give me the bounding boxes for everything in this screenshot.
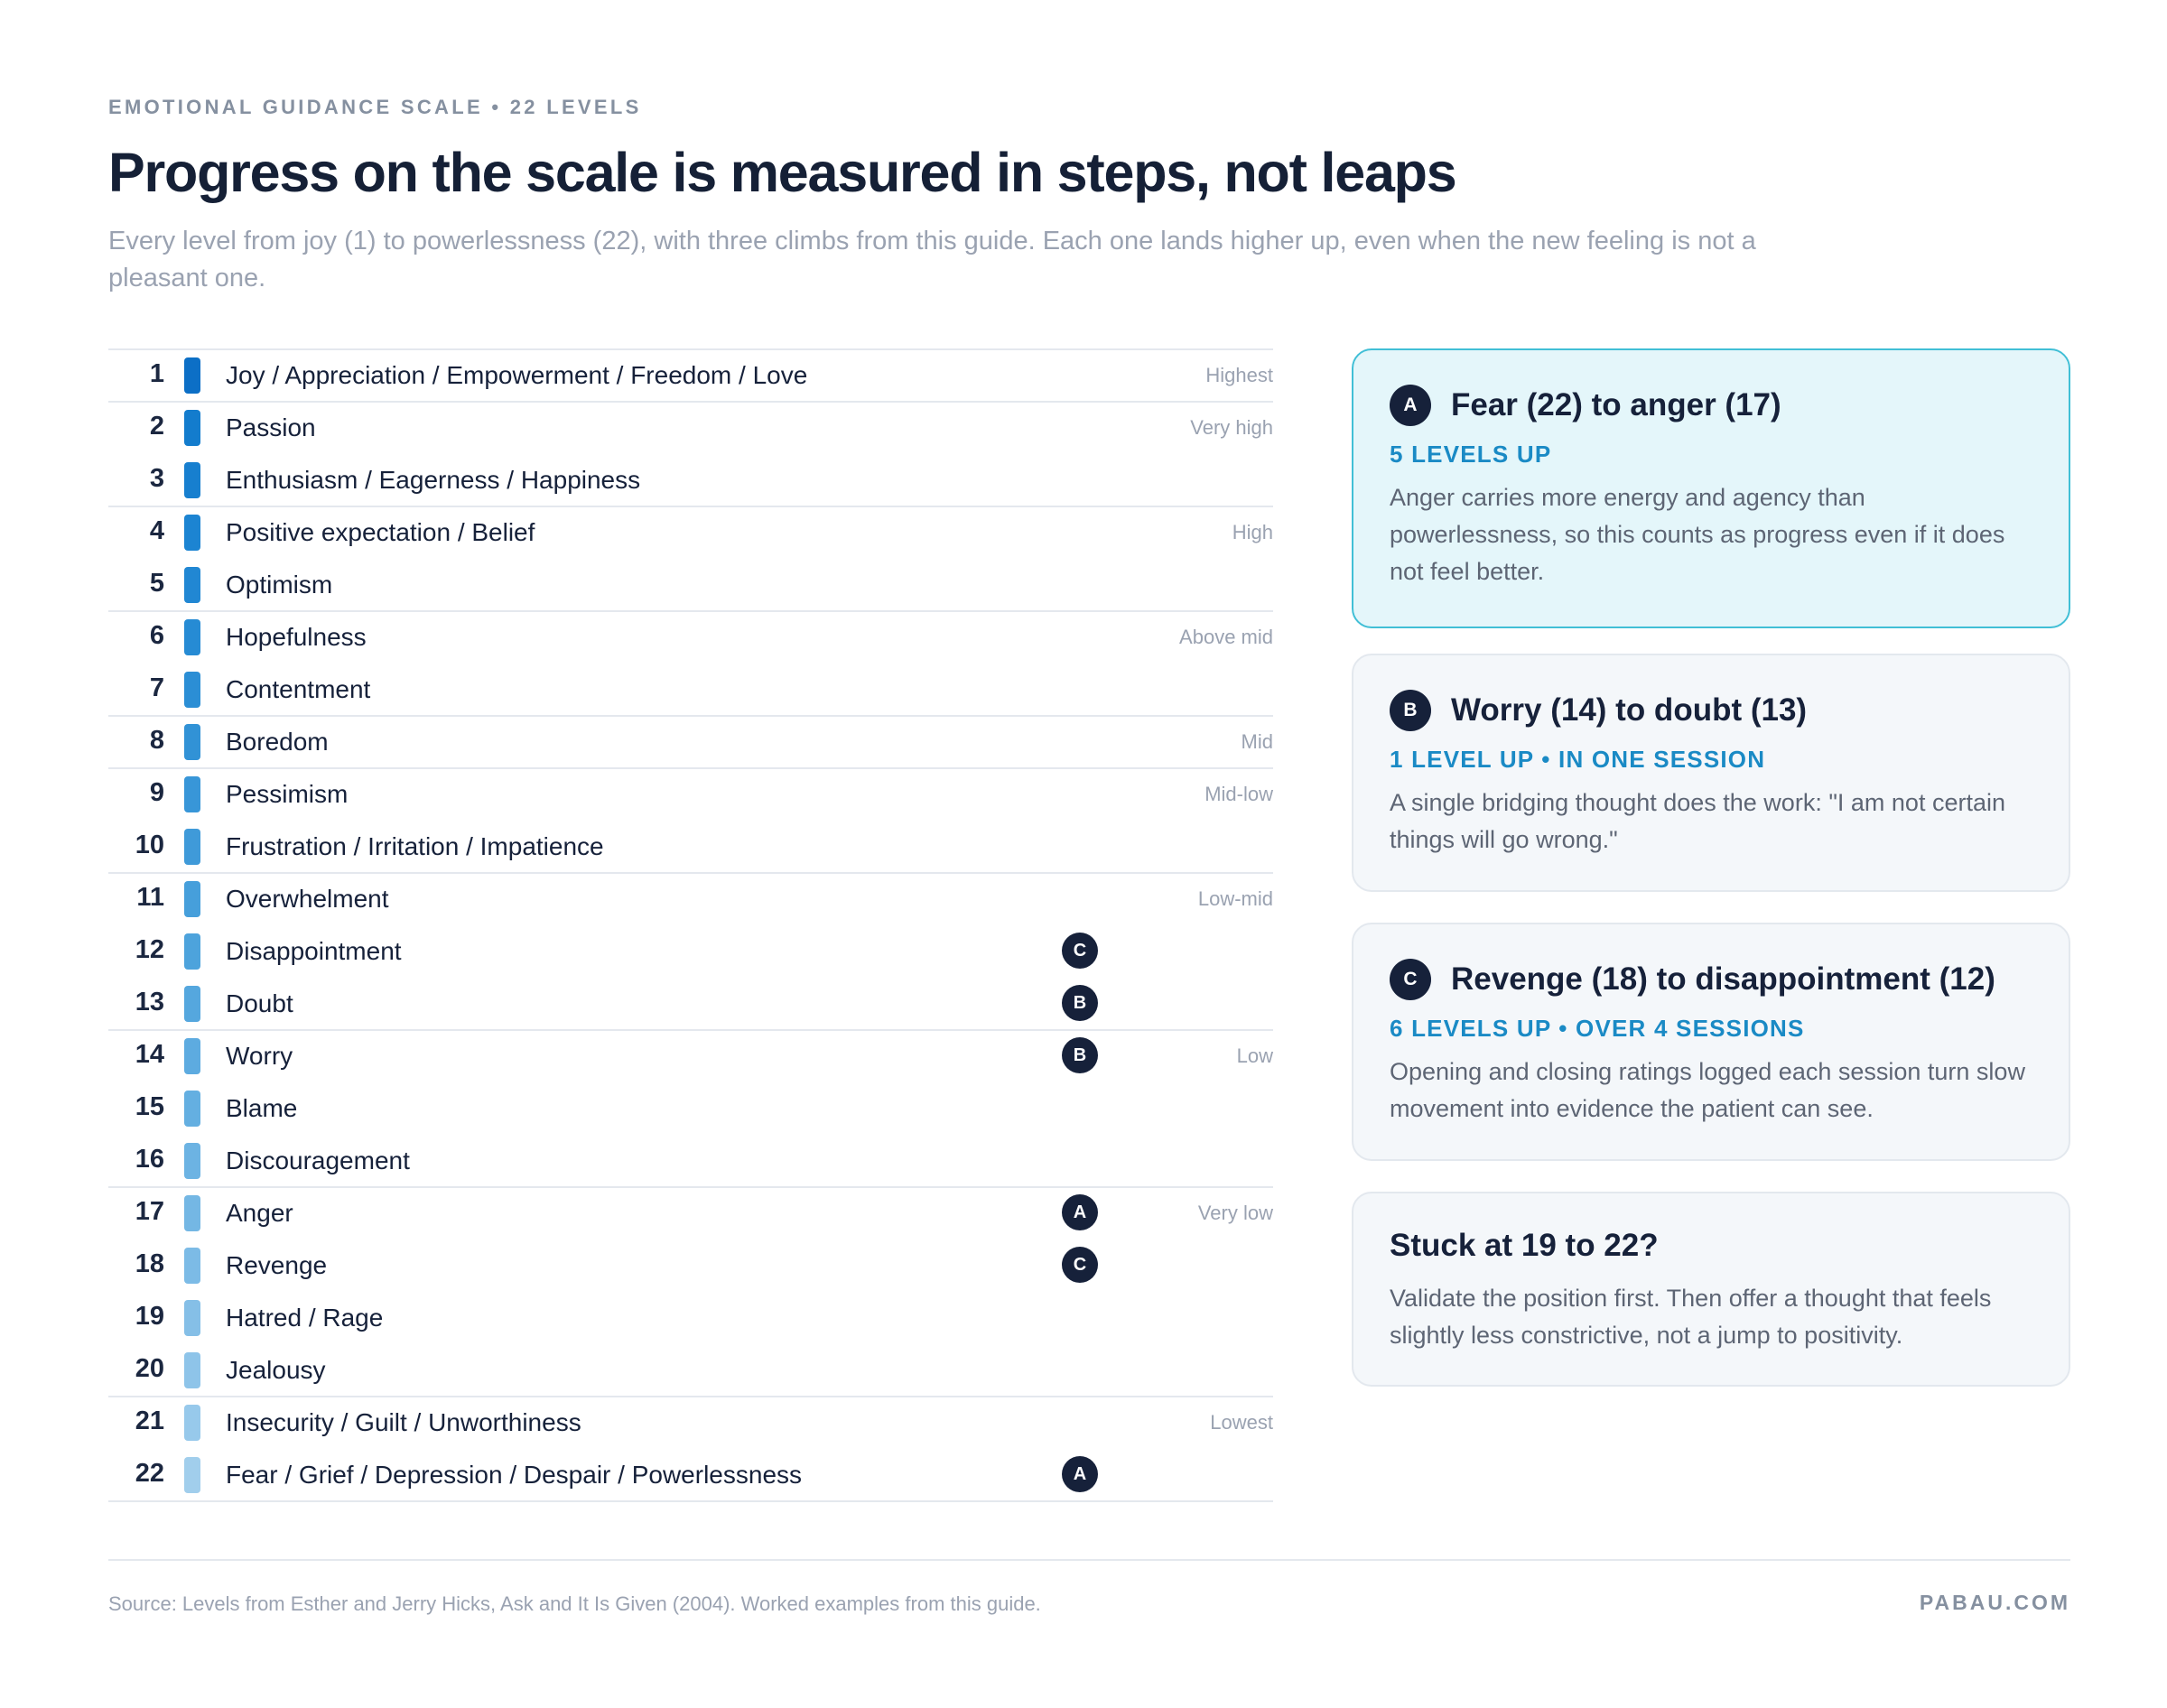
card-body: Opening and closing ratings logged each session turn slow movement into evidence the patient can see. — [1390, 1058, 2025, 1122]
scale-row — [108, 1134, 1273, 1186]
emotion-label: Jealousy — [226, 1356, 326, 1384]
brand-logo-text: PABAU.COM — [1919, 1591, 2070, 1614]
eyebrow: EMOTIONAL GUIDANCE SCALE • 22 LEVELS — [108, 96, 642, 118]
scale-row — [108, 348, 1273, 401]
stuck-note-card — [1352, 1192, 2070, 1387]
level-swatch — [184, 933, 200, 970]
emotion-label: Worry — [226, 1042, 293, 1070]
level-swatch — [184, 462, 200, 498]
level-swatch — [184, 1143, 200, 1179]
level-swatch — [184, 829, 200, 865]
emotion-label: Joy / Appreciation / Empowerment / Freedom / Love — [226, 361, 808, 389]
emotion-label: Fear / Grief / Depression / Despair / Powerlessness — [226, 1461, 803, 1489]
level-number: 13 — [135, 988, 164, 1016]
level-number: 3 — [149, 464, 164, 493]
footer-divider — [108, 1559, 2070, 1561]
emotion-label: Positive expectation / Belief — [226, 518, 535, 546]
level-number: 22 — [135, 1459, 164, 1488]
level-number: 10 — [135, 831, 164, 859]
level-number: 5 — [149, 569, 164, 598]
level-swatch — [184, 1352, 200, 1388]
level-swatch — [184, 881, 200, 917]
emotion-label: Discouragement — [226, 1146, 410, 1174]
climb-card-b — [1352, 654, 2070, 892]
scale-bottom-divider — [108, 1500, 1273, 1502]
band-label: Above mid — [1179, 626, 1273, 648]
emotion-label: Hopefulness — [226, 623, 367, 651]
badge-c: C — [1390, 959, 1431, 1000]
card-title: Revenge (18) to disappointment (12) — [1451, 961, 1995, 997]
emotion-label: Blame — [226, 1094, 298, 1122]
card-body: A single bridging thought does the work: "I am not certain things will go wrong." — [1390, 789, 2005, 853]
climb-card-a — [1352, 348, 2070, 628]
card-body: Anger carries more energy and agency than powerlessness, so this counts as progress even if it does not feel better. — [1390, 484, 2005, 585]
level-number: 14 — [135, 1040, 164, 1069]
level-number: 8 — [149, 726, 164, 755]
level-swatch — [184, 986, 200, 1022]
level-swatch — [184, 1248, 200, 1284]
emotion-label: Enthusiasm / Eagerness / Happiness — [226, 466, 641, 494]
source-note: Source: Levels from Esther and Jerry Hicks, Ask and It Is Given (2004). Worked examples from this guide. — [108, 1592, 1041, 1615]
scale-row — [108, 1239, 1273, 1291]
scale-row — [108, 924, 1273, 977]
emotion-label: Doubt — [226, 989, 293, 1017]
scale-row — [108, 1186, 1273, 1239]
emotion-label: Insecurity / Guilt / Unworthiness — [226, 1408, 581, 1436]
emotion-label: Boredom — [226, 728, 329, 756]
band-label: Very low — [1197, 1202, 1273, 1224]
level-swatch — [184, 1195, 200, 1231]
level-number: 16 — [135, 1145, 164, 1174]
scale-row — [108, 610, 1273, 663]
level-swatch — [184, 567, 200, 603]
emotion-label: Contentment — [226, 675, 371, 703]
emotion-label: Passion — [226, 413, 316, 441]
level-number: 2 — [149, 412, 164, 441]
scale-row — [108, 767, 1273, 820]
level-number: 18 — [135, 1249, 164, 1278]
badge-a: A — [1390, 385, 1431, 426]
level-swatch — [184, 1405, 200, 1441]
scale-row — [108, 1448, 1273, 1500]
climb-marker-b: B — [1062, 1037, 1098, 1073]
climb-marker-c: C — [1062, 1247, 1098, 1283]
emotion-label: Hatred / Rage — [226, 1304, 384, 1332]
band-label: High — [1232, 521, 1273, 543]
scale-row — [108, 1029, 1273, 1081]
level-number: 20 — [135, 1354, 164, 1383]
band-label: Low — [1236, 1044, 1273, 1067]
note-title: Stuck at 19 to 22? — [1390, 1228, 1659, 1263]
level-swatch — [184, 410, 200, 446]
scale-row — [108, 506, 1273, 558]
climb-marker-b: B — [1062, 985, 1098, 1021]
band-label: Mid — [1241, 730, 1273, 753]
badge-b: B — [1390, 690, 1431, 731]
emotional-scale-table — [108, 348, 1273, 1500]
level-number: 1 — [149, 359, 164, 388]
scale-row — [108, 1291, 1273, 1343]
level-swatch — [184, 515, 200, 551]
scale-row — [108, 872, 1273, 924]
climb-marker-c: C — [1062, 933, 1098, 969]
card-meta: 5 LEVELS UP — [1390, 441, 1552, 468]
scale-row — [108, 715, 1273, 767]
level-swatch — [184, 1300, 200, 1336]
level-number: 15 — [135, 1092, 164, 1121]
level-number: 9 — [149, 778, 164, 807]
climb-card-c — [1352, 923, 2070, 1161]
emotion-label: Revenge — [226, 1251, 328, 1279]
level-number: 11 — [136, 883, 164, 912]
scale-row — [108, 401, 1273, 453]
card-meta: 6 LEVELS UP • OVER 4 SESSIONS — [1390, 1015, 1805, 1042]
emotion-label: Anger — [226, 1199, 293, 1227]
card-meta: 1 LEVEL UP • IN ONE SESSION — [1390, 746, 1766, 773]
level-number: 17 — [135, 1197, 164, 1226]
card-title: Worry (14) to doubt (13) — [1451, 692, 1808, 728]
climb-marker-a: A — [1062, 1194, 1098, 1230]
level-number: 12 — [135, 935, 164, 964]
scale-row — [108, 1343, 1273, 1396]
band-label: Mid-low — [1204, 783, 1273, 805]
level-number: 6 — [149, 621, 164, 650]
scale-row — [108, 977, 1273, 1029]
emotion-label: Pessimism — [226, 780, 349, 808]
level-number: 19 — [135, 1302, 164, 1331]
emotion-label: Disappointment — [226, 937, 402, 965]
scale-row — [108, 558, 1273, 610]
scale-row — [108, 663, 1273, 715]
scale-row — [108, 820, 1273, 872]
band-label: Lowest — [1210, 1411, 1273, 1434]
emotion-label: Optimism — [226, 571, 333, 599]
emotion-label: Overwhelment — [226, 885, 389, 913]
level-swatch — [184, 1091, 200, 1127]
scale-row — [108, 1081, 1273, 1134]
level-number: 7 — [149, 673, 164, 702]
level-swatch — [184, 1038, 200, 1074]
emotion-label: Frustration / Irritation / Impatience — [226, 832, 604, 860]
level-swatch — [184, 619, 200, 655]
page-subtitle: Every level from joy (1) to powerlessness (22), with three climbs from this guide. Each one lands higher up, even when the new feeling is not a pleasant one. — [108, 227, 1756, 292]
band-label: Very high — [1190, 416, 1273, 439]
level-swatch — [184, 357, 200, 394]
band-label: Highest — [1205, 364, 1273, 386]
level-swatch — [184, 724, 200, 760]
level-number: 4 — [149, 516, 164, 545]
band-label: Low-mid — [1197, 887, 1273, 910]
level-swatch — [184, 1457, 200, 1493]
scale-row — [108, 1396, 1273, 1448]
note-body: Validate the position first. Then offer a thought that feels slightly less constrictive, not a jump to positivity. — [1390, 1285, 1992, 1349]
climb-marker-a: A — [1062, 1456, 1098, 1492]
scale-row — [108, 453, 1273, 506]
card-title: Fear (22) to anger (17) — [1451, 387, 1781, 422]
level-swatch — [184, 672, 200, 708]
page-title: Progress on the scale is measured in steps, not leaps — [108, 142, 1456, 203]
level-swatch — [184, 776, 200, 812]
level-number: 21 — [135, 1406, 164, 1435]
